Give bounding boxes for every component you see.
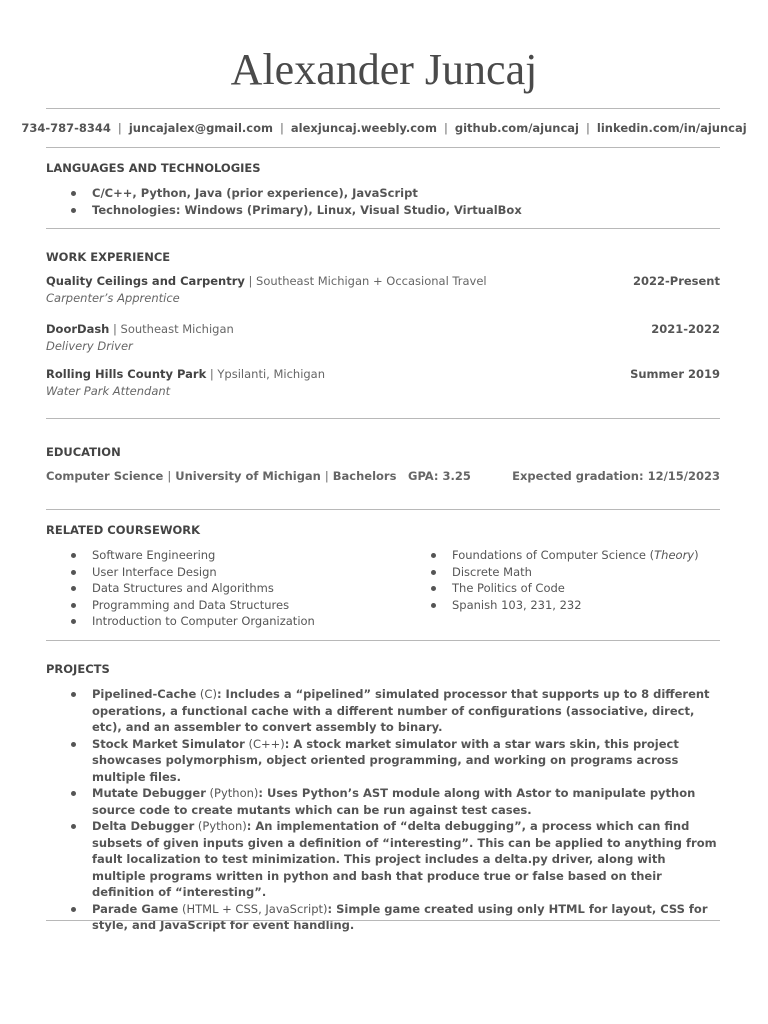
education-major: Computer Science [46, 469, 164, 483]
contact-email[interactable]: juncajalex@gmail.com [128, 121, 273, 135]
education-degree [46, 469, 396, 483]
list-item: Data Structures and Algorithms [46, 580, 386, 597]
project-language: (HTML + CSS, JavaScript) [178, 901, 328, 916]
section-title-projects: PROJECTS [46, 662, 110, 676]
project-language: (C) [196, 687, 217, 701]
section-title-work: WORK EXPERIENCE [46, 250, 171, 264]
project-name: Parade Game [92, 901, 179, 916]
job-location: | Ypsilanti, Michigan [209, 367, 326, 381]
list-item: The Politics of Code [406, 580, 720, 597]
divider [46, 147, 720, 148]
list-item: C/C++, Python, Java (prior experience), JavaScript [46, 185, 720, 202]
project-language: (Python) [194, 819, 247, 833]
job-role: Delivery Driver [46, 338, 133, 353]
separator: | [324, 469, 329, 483]
contact-phone: 734-787-8344 [21, 121, 111, 135]
divider [46, 418, 720, 419]
job-dates: Summer 2019 [630, 367, 720, 381]
divider [46, 108, 720, 109]
contact-separator: | [117, 121, 122, 135]
job-location: | Southeast Michigan + Occasional Travel [248, 274, 487, 288]
project-item [46, 686, 722, 736]
project-language: (C++) [244, 736, 285, 751]
section-title-languages: LANGUAGES AND TECHNOLOGIES [46, 161, 261, 175]
divider [46, 920, 720, 921]
project-name: Delta Debugger [92, 819, 195, 833]
project-description: : An implementation of “delta debugging”, a process which can find subsets of given inputs given a definition of “interesting”. This can be applied to anything from fault localization to test minimization. This project includes a delta.py driver, along with multiple programs written in python and bash that produce true or false based on their definition of “interesting”. [92, 819, 717, 899]
contact-website[interactable]: alexjuncaj.weebly.com [290, 121, 437, 135]
project-item [46, 736, 722, 786]
languages-list [46, 185, 720, 218]
project-name: Mutate Debugger [92, 786, 206, 800]
education-school: University of Michigan [175, 469, 321, 483]
project-description: : A stock market simulator with a star wars skin, this project showcases polymorphism, object oriented programming, and working on programs across multiple files. [92, 736, 679, 784]
job-entry [46, 321, 720, 354]
list-item: Discrete Math [406, 564, 720, 581]
contact-separator: | [280, 121, 284, 135]
project-language: (Python) [205, 786, 259, 800]
project-item [46, 818, 722, 901]
project-item [46, 901, 722, 934]
separator: | [167, 469, 172, 483]
course-note: Theory [654, 548, 695, 562]
education-gpa: GPA: 3.25 [408, 469, 471, 483]
job-dates: 2022-Present [632, 274, 720, 288]
project-description: : Uses Python’s AST module along with Astor to manipulate python source code to create mutants which can be run against test cases. [92, 786, 696, 817]
project-name: Pipelined-Cache [92, 687, 197, 701]
list-item: Software Engineering [46, 547, 386, 564]
education-graduation: Expected gradation: 12/15/2023 [512, 469, 720, 483]
project-description: : Simple game created using only HTML for layout, CSS for style, and JavaScript for event handling. [92, 901, 708, 932]
list-item: Programming and Data Structures [46, 597, 386, 614]
job-role: Carpenter’s Apprentice [46, 290, 180, 305]
job-role: Water Park Attendant [46, 383, 171, 398]
divider [46, 509, 720, 510]
section-title-education: EDUCATION [46, 445, 121, 459]
contact-github[interactable]: github.com/ajuncaj [454, 121, 579, 135]
contact-linkedin[interactable]: linkedin.com/in/ajuncaj [596, 121, 747, 135]
list-item: Spanish 103, 231, 232 [406, 597, 720, 614]
education-type: Bachelors [332, 469, 397, 483]
resume-name: Alexander Juncaj [230, 45, 538, 94]
coursework-list-right [406, 547, 720, 613]
job-company: Quality Ceilings and Carpentry [46, 274, 245, 288]
project-item [46, 785, 722, 818]
contact-separator: | [586, 121, 590, 135]
course-name-end: ) [694, 548, 699, 562]
course-name: Foundations of Computer Science ( [452, 548, 655, 562]
projects-list [46, 686, 722, 934]
divider [46, 228, 720, 229]
list-item: User Interface Design [46, 564, 386, 581]
contact-separator: | [443, 121, 448, 135]
list-item [406, 547, 720, 564]
job-dates: 2021-2022 [651, 322, 720, 336]
job-company: DoorDash [46, 322, 110, 336]
job-company: Rolling Hills County Park [46, 367, 207, 381]
job-location: | Southeast Michigan [113, 322, 234, 336]
list-item: Introduction to Computer Organization [46, 613, 386, 630]
contact-line [0, 121, 768, 135]
project-name: Stock Market Simulator [92, 736, 245, 751]
job-entry [46, 273, 720, 306]
list-item: Technologies: Windows (Primary), Linux, Visual Studio, VirtualBox [46, 202, 720, 219]
project-description: : Includes a “pipelined” simulated processor that supports up to 8 different operations, a functional cache with a different number of configurations (associative, direct, etc), and an assembler to convert assembly to binary. [92, 687, 710, 734]
job-entry [46, 366, 720, 399]
coursework-list-left [46, 547, 386, 630]
divider [46, 640, 720, 641]
section-title-coursework: RELATED COURSEWORK [46, 523, 201, 537]
